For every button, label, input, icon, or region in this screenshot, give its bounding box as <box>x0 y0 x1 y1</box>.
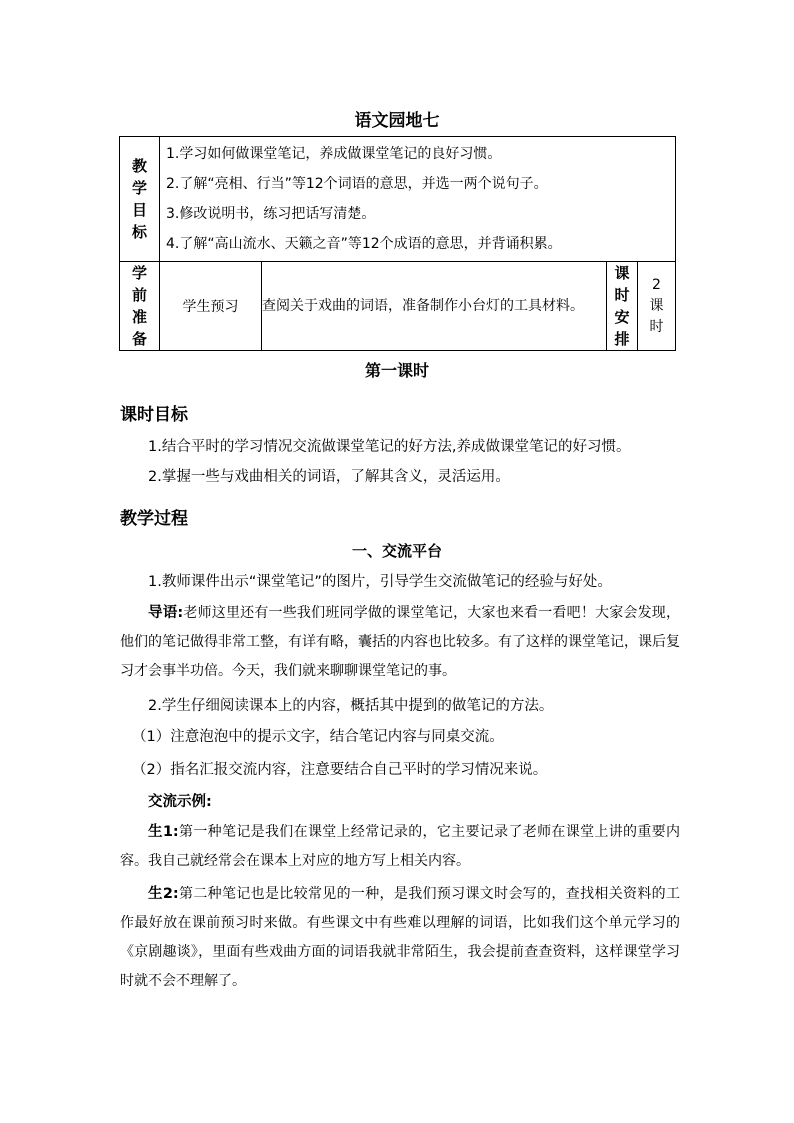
guide-label: 导语: <box>148 605 184 621</box>
schedule-value: 2 课 时 <box>638 262 676 351</box>
step-2: 2.学生仔细阅读课本上的内容，概括其中提到的做笔记的方法。 <box>148 698 554 714</box>
sub-step-2: （2）指名汇报交流内容，注意要结合自己平时的学习情况来说。 <box>132 762 548 778</box>
section-title: 一、交流平台 <box>351 542 442 560</box>
student-1-label: 生1: <box>148 824 179 840</box>
prep-row <box>120 262 676 351</box>
prep-text: 查阅关于戏曲的词语，准备制作小台灯的工具材料。 <box>262 262 607 351</box>
prep-header: 学 前 准 备 <box>120 262 160 351</box>
prep-label: 学生预习 <box>160 262 262 351</box>
goals-list <box>160 137 676 262</box>
student-2-paragraph <box>120 880 680 996</box>
example-label: 交流示例: <box>148 794 212 810</box>
process-heading: 教学过程 <box>120 509 188 529</box>
objective-item: 2.掌握一些与戏曲相关的词语，了解其含义，灵活运用。 <box>148 469 510 485</box>
sub-step-1: （1）注意泡泡中的提示文字，结合笔记内容与同桌交流。 <box>132 729 504 745</box>
guide-paragraph <box>120 599 680 686</box>
goal-item: 4.了解“高山流水、天籁之音”等12个成语的意思，并背诵积累。 <box>166 236 562 252</box>
goals-row <box>120 137 676 262</box>
lesson-title: 第一课时 <box>364 361 429 380</box>
student-2-label: 生2: <box>148 886 179 902</box>
goal-item: 2.了解“亮相、行当”等12个词语的意思，并选一两个说句子。 <box>166 176 548 192</box>
lesson-plan-table <box>119 136 676 351</box>
goals-header: 教 学 目 标 <box>120 137 160 262</box>
goal-item: 3.修改说明书，练习把话写清楚。 <box>166 206 376 222</box>
objectives-heading: 课时目标 <box>120 405 188 425</box>
objective-item: 1.结合平时的学习情况交流做课堂笔记的好方法,养成做课堂笔记的好习惯。 <box>148 439 631 455</box>
student-2-text: 第二种笔记也是比较常见的一种，是我们预习课文时会写的，查找相关资料的工作最好放在课前预习时来做。有些课文中有些难以理解的词语，比如我们这个单元学习的《京剧趣谈》，里面有些戏曲方面的词语我就非常陌生，我会提前查查资料，这样课堂学习时就不会不理解了。 <box>120 886 681 989</box>
student-1-text: 第一种笔记是我们在课堂上经常记录的，它主要记录了老师在课堂上讲的重要内容。我自己就经常会在课本上对应的地方写上相关内容。 <box>120 824 681 869</box>
student-1-paragraph <box>120 818 680 876</box>
goal-item: 1.学习如何做课堂笔记，养成做课堂笔记的良好习惯。 <box>166 146 502 162</box>
step-1: 1.教师课件出示“课堂笔记”的图片，引导学生交流做笔记的经验与好处。 <box>148 574 612 590</box>
schedule-header: 课 时 安 排 <box>607 262 638 351</box>
guide-text: 老师这里还有一些我们班同学做的课堂笔记，大家也来看一看吧！大家会发现，他们的笔记做得非常工整，有详有略，囊括的内容也比较多。有了这样的课堂笔记，课后复习才会事半功倍。今天，我们就来聊聊课堂笔记的事。 <box>120 605 680 679</box>
document-title: 语文园地七 <box>354 111 440 131</box>
